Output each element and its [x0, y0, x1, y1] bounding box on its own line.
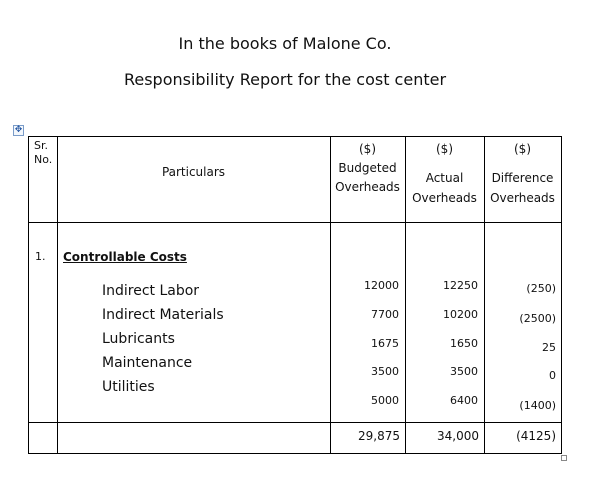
header-actual-line1: Actual [425, 171, 464, 185]
total-budgeted: 29,875 [358, 429, 400, 443]
row-budgeted: 7700 [371, 308, 399, 321]
row-difference: 25 [542, 341, 556, 354]
totals-top-rule [28, 422, 562, 423]
total-difference: (4125) [516, 429, 556, 443]
table-move-handle-icon[interactable]: ✥ [14, 125, 23, 135]
row-particular: Utilities [102, 379, 155, 395]
column-rule [561, 136, 562, 454]
column-rule [28, 136, 29, 454]
row-particular: Lubricants [102, 331, 175, 347]
section-heading: Controllable Costs [63, 250, 187, 264]
row-difference: (250) [526, 282, 556, 295]
row-particular: Indirect Labor [102, 283, 200, 299]
table-resize-handle[interactable] [561, 455, 567, 461]
header-difference-line2: Overheads [490, 191, 555, 205]
header-bottom-rule [28, 222, 562, 223]
row-actual: 1650 [450, 337, 478, 350]
table-border-top [28, 136, 562, 137]
row-budgeted: 1675 [371, 337, 399, 350]
total-actual: 34,000 [437, 429, 479, 443]
row-budgeted: 12000 [364, 279, 399, 292]
header-actual-unit: ($) [436, 142, 453, 156]
row-particular: Maintenance [102, 355, 193, 371]
row-actual: 12250 [443, 279, 478, 292]
section-number: 1. [35, 250, 46, 263]
report-company-title: In the books of Malone Co. [178, 34, 392, 53]
header-sr: Sr. [34, 139, 48, 152]
row-budgeted: 3500 [371, 365, 399, 378]
header-no: No. [34, 153, 53, 166]
row-budgeted: 5000 [371, 394, 399, 407]
row-actual: 10200 [443, 308, 478, 321]
row-difference: (2500) [519, 312, 556, 325]
row-particular: Indirect Materials [102, 307, 224, 323]
header-difference-unit: ($) [514, 142, 531, 156]
header-budget-line1: Budgeted [338, 161, 397, 175]
header-difference-line1: Difference [491, 171, 554, 185]
header-budget-line2: Overheads [335, 180, 400, 194]
report-subtitle: Responsibility Report for the cost center [123, 70, 447, 89]
header-particulars: Particulars [161, 165, 226, 179]
row-actual: 3500 [450, 365, 478, 378]
header-budget-unit: ($) [359, 142, 376, 156]
responsibility-report-table [28, 136, 562, 454]
row-difference: (1400) [519, 399, 556, 412]
table-border-bottom [28, 453, 562, 454]
column-rule [57, 136, 58, 454]
row-difference: 0 [549, 369, 556, 382]
header-actual-line2: Overheads [412, 191, 477, 205]
row-actual: 6400 [450, 394, 478, 407]
